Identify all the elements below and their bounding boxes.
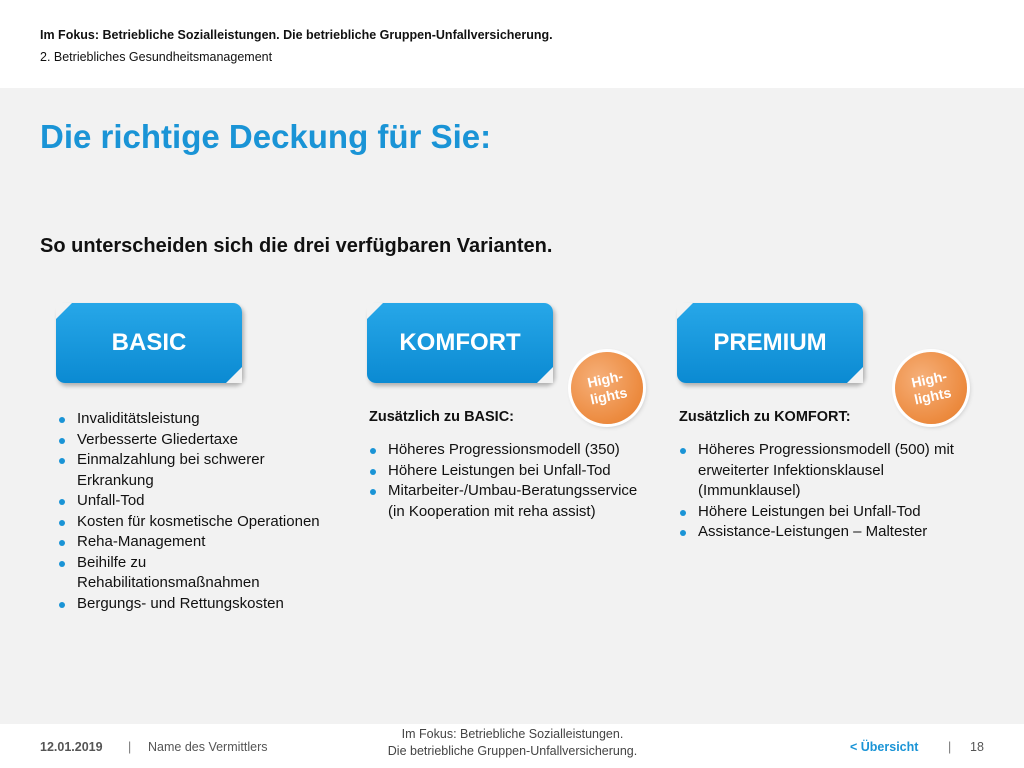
list-item: Kosten für kosmetische Operationen: [57, 512, 357, 533]
list-item: Reha-Management: [57, 532, 357, 553]
premium-feature-list: [678, 440, 978, 543]
komfort-heading: Zusätzlich zu BASIC:: [369, 409, 515, 425]
page-number: 18: [970, 740, 984, 754]
basic-feature-list: [57, 409, 357, 614]
variant-basic-label: BASIC: [111, 329, 187, 356]
footer-center-line: Die betriebliche Gruppen-Unfallversicherung.: [387, 744, 638, 758]
list-item: Beihilfe zu Rehabilitationsmaßnahmen: [57, 553, 297, 594]
list-item: Höheres Progressionsmodell (350): [368, 440, 628, 461]
footer-date: 12.01.2019: [40, 740, 103, 754]
list-item: Verbesserte Gliedertaxe: [57, 430, 357, 451]
list-item: Höheres Progressionsmodell (500) mit erweiterter Infektionsklausel (Immunklausel): [678, 440, 960, 502]
list-item: Einmalzahlung bei schwerer Erkrankung: [57, 450, 297, 491]
komfort-feature-list: [368, 440, 643, 522]
page-title: Die richtige Deckung für Sie:: [40, 118, 492, 155]
highlights-badge-icon[interactable]: [888, 345, 973, 430]
highlights-badge-label: High- lights: [909, 367, 953, 408]
variant-basic-button[interactable]: [56, 303, 242, 383]
slide-header: [0, 0, 1024, 88]
list-item: Höhere Leistungen bei Unfall-Tod: [368, 461, 643, 482]
footer-separator: |: [128, 740, 132, 754]
overview-link[interactable]: < Übersicht: [850, 740, 919, 754]
list-item: Unfall-Tod: [57, 491, 357, 512]
list-item: Mitarbeiter-/Umbau-Beratungsservice (in Kooperation mit reha assist): [368, 481, 640, 522]
footer-center-text: [340, 726, 685, 760]
list-item: Assistance-Leistungen – Maltester: [678, 522, 978, 543]
highlights-badge-icon[interactable]: [564, 345, 649, 430]
header-section: 2. Betriebliches Gesundheitsmanagement: [40, 50, 273, 64]
variant-komfort-label: KOMFORT: [399, 329, 521, 356]
footer-center-line: Im Fokus: Betriebliche Sozialleistungen.: [401, 727, 624, 741]
premium-heading: Zusätzlich zu KOMFORT:: [679, 409, 851, 425]
list-item: Bergungs- und Rettungskosten: [57, 594, 357, 615]
list-item: Höhere Leistungen bei Unfall-Tod: [678, 502, 978, 523]
variant-premium-label: PREMIUM: [713, 329, 827, 356]
page-subtitle: So unterscheiden sich die drei verfügbaren Varianten.: [40, 235, 553, 257]
footer-separator: |: [948, 740, 952, 754]
footer-agent-name: Name des Vermittlers: [148, 740, 268, 754]
variant-komfort-button[interactable]: [367, 303, 553, 383]
variant-premium-button[interactable]: [677, 303, 863, 383]
highlights-badge-label: High- lights: [585, 367, 629, 408]
slide-footer: [0, 724, 1024, 768]
list-item: Invaliditätsleistung: [57, 409, 357, 430]
header-title: Im Fokus: Betriebliche Sozialleistungen. Die betriebliche Gruppen-Unfallversicherung.: [40, 28, 553, 42]
